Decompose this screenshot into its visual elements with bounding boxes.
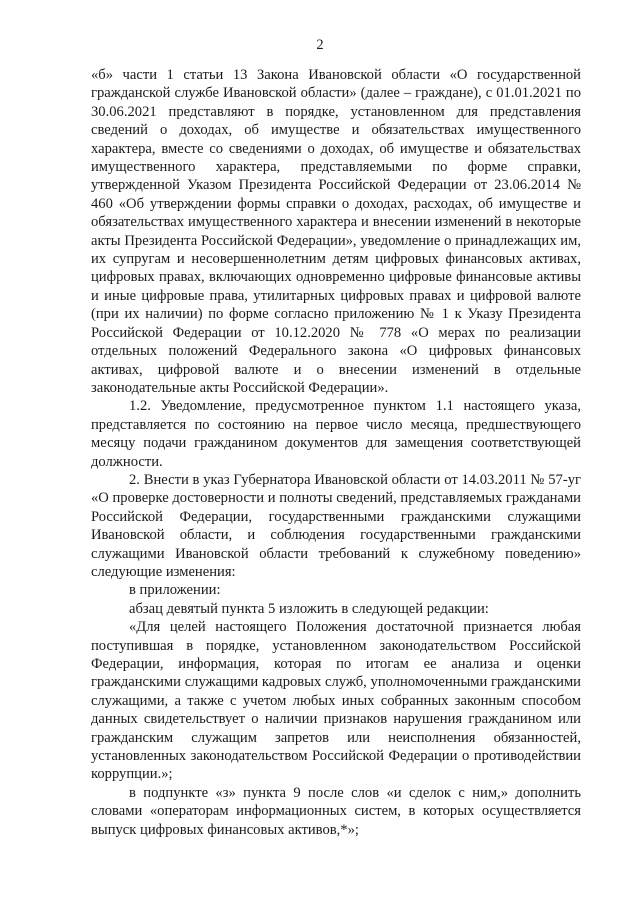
paragraph-abzac: абзац девятый пункта 5 изложить в следующей редакции:: [129, 600, 489, 617]
paragraph-2: 2. Внести в указ Губернатора Ивановской области от 14.03.2011 № 57-уг «О проверке достоверности и полноты сведений, представляемых гражданами Российской Федерации, государственными гражданскими служащими Ивановской области, и соблюдения государственными гражданскими служащими Ивановской области требований к служебному поведению» следующие изменения:: [91, 471, 581, 580]
paragraph-quote: «Для целей настоящего Положения достаточной признается любая поступившая в порядке, установленном законодательством Российской Федерации, информация, которая по итогам ее анализа и оценки гражданскими служащими кадровых служб, уполномоченными гражданскими служащими, а также с учетом любых иных собранных законным способом данных свидетельствует о наличии признаков нарушения гражданином или гражданским служащим запретов или неисполнения обязанностей, установленных законодательством Российской Федерации о противодействии коррупции.»;: [91, 619, 581, 783]
paragraph-1-2: 1.2. Уведомление, предусмотренное пунктом 1.1 настоящего указа, представляется по состоянию на первое число месяца, предшествующего месяцу подачи гражданином документов для замещения соответствующей должности.: [91, 398, 581, 470]
paragraph-continuation: «б» части 1 статьи 13 Закона Ивановской области «О государственной гражданской службе Ивановской области» (далее – граждане), с 01.01.2021 по 30.06.2021 представляют в порядке, установленном для представления сведений о доходах, об имуществе и обязательствах имущественного характера, вместе со сведениями о доходах, об имуществе и обязательствах имущественного характера, представляемыми по форме справки, утвержденной Указом Президента Российской Федерации от 23.06.2014 № 460 «Об утверждении формы справки о доходах, расходах, об имуществе и обязательствах имущественного характера и внесении изменений в некоторые акты Президента Российской Федерации», уведомление о принадлежащих им, их супругам и несовершеннолетним детям цифровых финансовых активах, цифровых правах, включающих одновременно цифровые финансовые активы и иные цифровые права, утилитарных цифровых правах и цифровой валюте (при их наличии) по форме согласно приложению № 1 к Указу Президента Российской Федерации от 10.12.2020 № 778 «О мерах по реализации отдельных положений Федерального закона «О цифровых финансовых активах, цифровой валюте и о внесении изменений в отдельные законодательные акты Российской Федерации».: [91, 67, 581, 396]
document-body: [91, 66, 581, 839]
paragraph-9z: в подпункте «з» пункта 9 после слов «и сделок с ним,» дополнить словами «операторам информационных систем, в которых осуществляется выпуск цифровых финансовых активов,*»;: [91, 784, 581, 838]
page-number: 2: [316, 37, 324, 53]
paragraph-appendix: в приложении:: [129, 582, 221, 599]
